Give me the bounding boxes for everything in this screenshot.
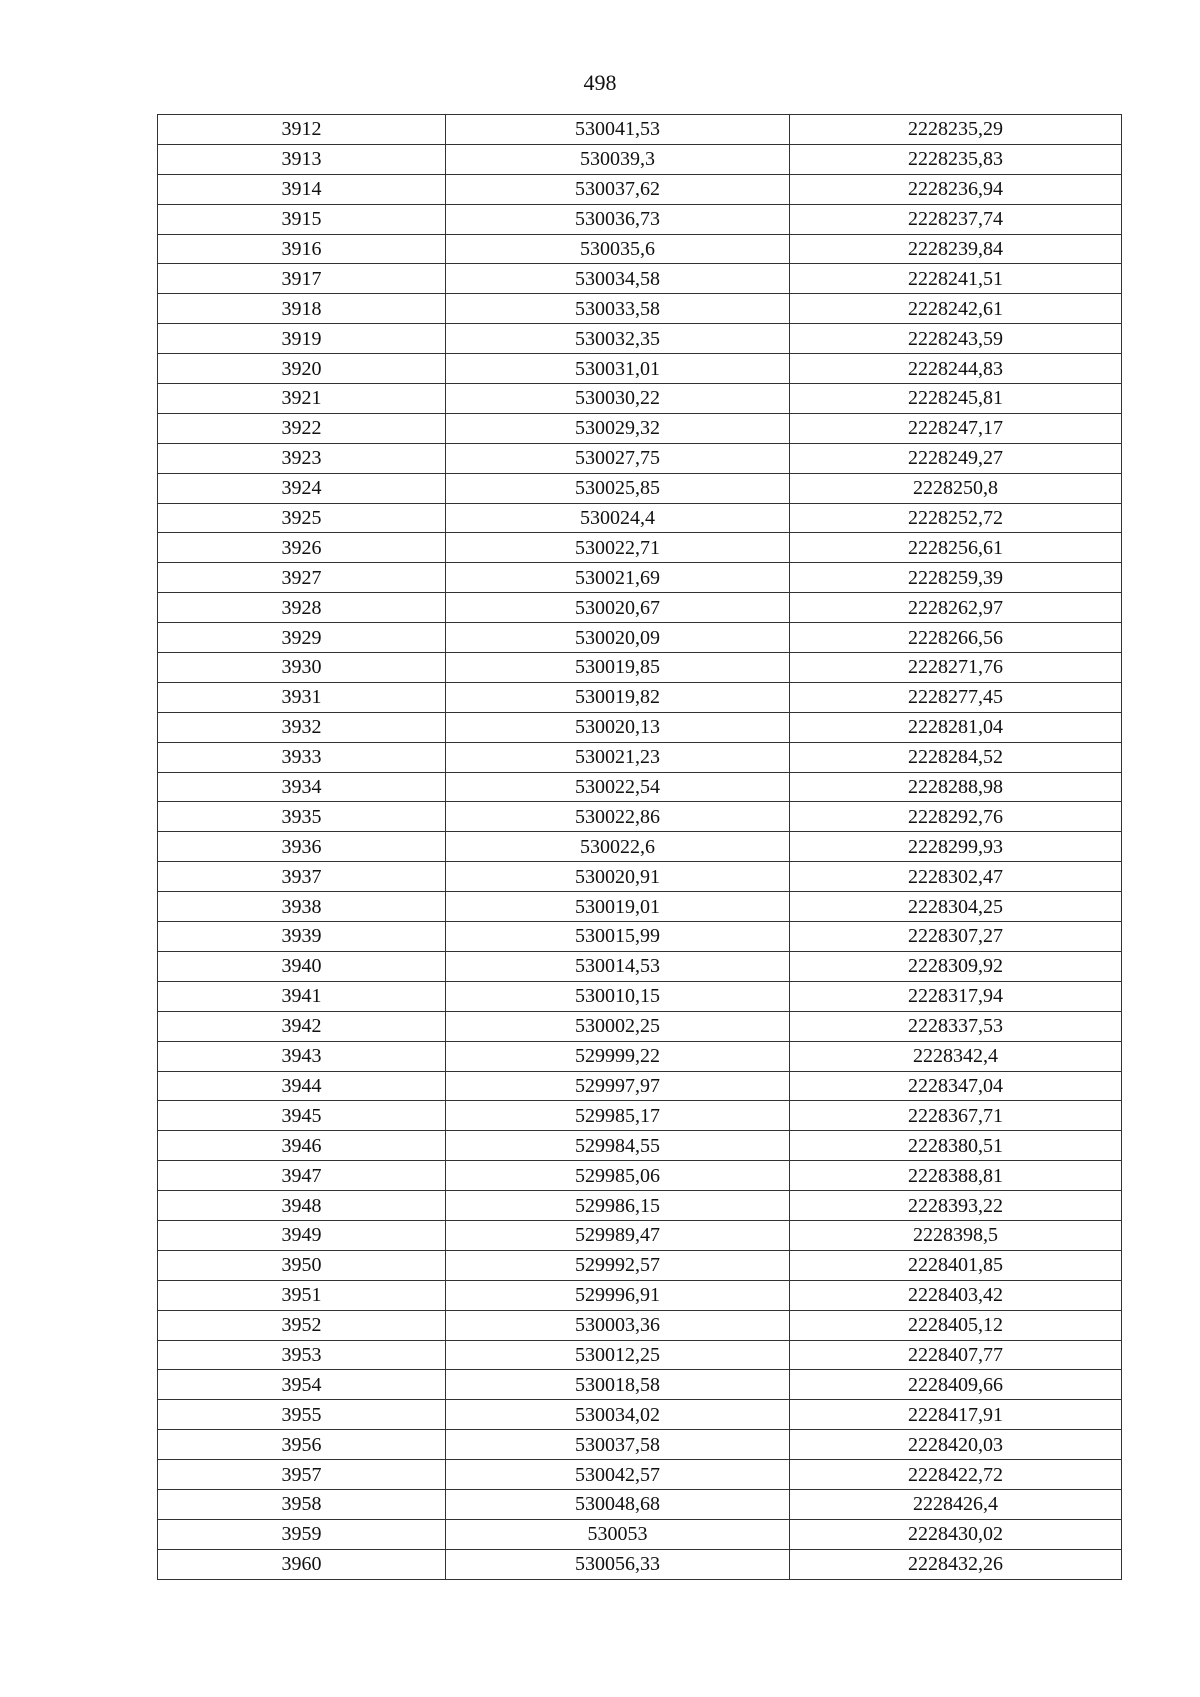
x-coordinate-cell: 530037,58 bbox=[446, 1430, 790, 1460]
x-coordinate-cell: 530020,09 bbox=[446, 623, 790, 653]
table-row bbox=[158, 115, 1122, 145]
table-row bbox=[158, 802, 1122, 832]
table-row bbox=[158, 264, 1122, 294]
point-number-cell: 3953 bbox=[158, 1340, 446, 1370]
point-number-cell: 3944 bbox=[158, 1071, 446, 1101]
x-coordinate-cell: 530020,91 bbox=[446, 862, 790, 892]
table-row bbox=[158, 413, 1122, 443]
point-number-cell: 3956 bbox=[158, 1430, 446, 1460]
x-coordinate-cell: 530030,22 bbox=[446, 384, 790, 414]
point-number-cell: 3942 bbox=[158, 1011, 446, 1041]
y-coordinate-cell: 2228401,85 bbox=[790, 1250, 1122, 1280]
x-coordinate-cell: 530033,58 bbox=[446, 294, 790, 324]
x-coordinate-cell: 530041,53 bbox=[446, 115, 790, 145]
x-coordinate-cell: 530053 bbox=[446, 1519, 790, 1549]
table-row bbox=[158, 772, 1122, 802]
x-coordinate-cell: 530022,6 bbox=[446, 832, 790, 862]
table-row bbox=[158, 204, 1122, 234]
table-row bbox=[158, 1489, 1122, 1519]
coordinates-table-body bbox=[158, 115, 1122, 1580]
table-row bbox=[158, 1250, 1122, 1280]
point-number-cell: 3918 bbox=[158, 294, 446, 324]
x-coordinate-cell: 530036,73 bbox=[446, 204, 790, 234]
table-row bbox=[158, 174, 1122, 204]
table-row bbox=[158, 593, 1122, 623]
table-row bbox=[158, 1220, 1122, 1250]
point-number-cell: 3954 bbox=[158, 1370, 446, 1400]
table-row bbox=[158, 1400, 1122, 1430]
y-coordinate-cell: 2228281,04 bbox=[790, 712, 1122, 742]
y-coordinate-cell: 2228317,94 bbox=[790, 981, 1122, 1011]
point-number-cell: 3950 bbox=[158, 1250, 446, 1280]
x-coordinate-cell: 530020,67 bbox=[446, 593, 790, 623]
point-number-cell: 3931 bbox=[158, 682, 446, 712]
x-coordinate-cell: 529985,06 bbox=[446, 1161, 790, 1191]
x-coordinate-cell: 529984,55 bbox=[446, 1131, 790, 1161]
table-row bbox=[158, 742, 1122, 772]
x-coordinate-cell: 529996,91 bbox=[446, 1280, 790, 1310]
point-number-cell: 3947 bbox=[158, 1161, 446, 1191]
table-row bbox=[158, 1430, 1122, 1460]
point-number-cell: 3913 bbox=[158, 144, 446, 174]
x-coordinate-cell: 529997,97 bbox=[446, 1071, 790, 1101]
x-coordinate-cell: 530035,6 bbox=[446, 234, 790, 264]
x-coordinate-cell: 530056,33 bbox=[446, 1549, 790, 1579]
y-coordinate-cell: 2228241,51 bbox=[790, 264, 1122, 294]
point-number-cell: 3958 bbox=[158, 1489, 446, 1519]
table-row bbox=[158, 682, 1122, 712]
point-number-cell: 3921 bbox=[158, 384, 446, 414]
point-number-cell: 3915 bbox=[158, 204, 446, 234]
point-number-cell: 3934 bbox=[158, 772, 446, 802]
x-coordinate-cell: 529992,57 bbox=[446, 1250, 790, 1280]
point-number-cell: 3917 bbox=[158, 264, 446, 294]
point-number-cell: 3939 bbox=[158, 922, 446, 952]
point-number-cell: 3948 bbox=[158, 1191, 446, 1221]
table-row bbox=[158, 324, 1122, 354]
y-coordinate-cell: 2228235,83 bbox=[790, 144, 1122, 174]
y-coordinate-cell: 2228250,8 bbox=[790, 473, 1122, 503]
table-row bbox=[158, 1340, 1122, 1370]
y-coordinate-cell: 2228271,76 bbox=[790, 653, 1122, 683]
y-coordinate-cell: 2228420,03 bbox=[790, 1430, 1122, 1460]
y-coordinate-cell: 2228277,45 bbox=[790, 682, 1122, 712]
table-row bbox=[158, 981, 1122, 1011]
point-number-cell: 3943 bbox=[158, 1041, 446, 1071]
table-row bbox=[158, 384, 1122, 414]
table-row bbox=[158, 892, 1122, 922]
y-coordinate-cell: 2228380,51 bbox=[790, 1131, 1122, 1161]
point-number-cell: 3960 bbox=[158, 1549, 446, 1579]
y-coordinate-cell: 2228407,77 bbox=[790, 1340, 1122, 1370]
x-coordinate-cell: 530022,86 bbox=[446, 802, 790, 832]
y-coordinate-cell: 2228299,93 bbox=[790, 832, 1122, 862]
y-coordinate-cell: 2228398,5 bbox=[790, 1220, 1122, 1250]
y-coordinate-cell: 2228388,81 bbox=[790, 1161, 1122, 1191]
point-number-cell: 3920 bbox=[158, 354, 446, 384]
x-coordinate-cell: 530003,36 bbox=[446, 1310, 790, 1340]
coordinates-table bbox=[157, 114, 1122, 1580]
point-number-cell: 3912 bbox=[158, 115, 446, 145]
y-coordinate-cell: 2228302,47 bbox=[790, 862, 1122, 892]
y-coordinate-cell: 2228262,97 bbox=[790, 593, 1122, 623]
x-coordinate-cell: 530027,75 bbox=[446, 443, 790, 473]
table-row bbox=[158, 533, 1122, 563]
table-row bbox=[158, 563, 1122, 593]
y-coordinate-cell: 2228266,56 bbox=[790, 623, 1122, 653]
table-row bbox=[158, 922, 1122, 952]
y-coordinate-cell: 2228417,91 bbox=[790, 1400, 1122, 1430]
table-row bbox=[158, 443, 1122, 473]
table-row bbox=[158, 1191, 1122, 1221]
point-number-cell: 3923 bbox=[158, 443, 446, 473]
table-row bbox=[158, 1370, 1122, 1400]
x-coordinate-cell: 529989,47 bbox=[446, 1220, 790, 1250]
point-number-cell: 3929 bbox=[158, 623, 446, 653]
point-number-cell: 3941 bbox=[158, 981, 446, 1011]
x-coordinate-cell: 530010,15 bbox=[446, 981, 790, 1011]
x-coordinate-cell: 529999,22 bbox=[446, 1041, 790, 1071]
y-coordinate-cell: 2228292,76 bbox=[790, 802, 1122, 832]
x-coordinate-cell: 529985,17 bbox=[446, 1101, 790, 1131]
x-coordinate-cell: 530029,32 bbox=[446, 413, 790, 443]
table-row bbox=[158, 1101, 1122, 1131]
y-coordinate-cell: 2228284,52 bbox=[790, 742, 1122, 772]
x-coordinate-cell: 530031,01 bbox=[446, 354, 790, 384]
table-row bbox=[158, 503, 1122, 533]
y-coordinate-cell: 2228347,04 bbox=[790, 1071, 1122, 1101]
y-coordinate-cell: 2228422,72 bbox=[790, 1460, 1122, 1490]
point-number-cell: 3930 bbox=[158, 653, 446, 683]
y-coordinate-cell: 2228247,17 bbox=[790, 413, 1122, 443]
x-coordinate-cell: 530024,4 bbox=[446, 503, 790, 533]
y-coordinate-cell: 2228367,71 bbox=[790, 1101, 1122, 1131]
x-coordinate-cell: 530034,02 bbox=[446, 1400, 790, 1430]
table-row bbox=[158, 1041, 1122, 1071]
x-coordinate-cell: 530019,01 bbox=[446, 892, 790, 922]
y-coordinate-cell: 2228252,72 bbox=[790, 503, 1122, 533]
y-coordinate-cell: 2228243,59 bbox=[790, 324, 1122, 354]
point-number-cell: 3959 bbox=[158, 1519, 446, 1549]
table-row bbox=[158, 473, 1122, 503]
x-coordinate-cell: 530042,57 bbox=[446, 1460, 790, 1490]
x-coordinate-cell: 530032,35 bbox=[446, 324, 790, 354]
x-coordinate-cell: 530002,25 bbox=[446, 1011, 790, 1041]
point-number-cell: 3937 bbox=[158, 862, 446, 892]
table-row bbox=[158, 1011, 1122, 1041]
table-row bbox=[158, 1519, 1122, 1549]
y-coordinate-cell: 2228304,25 bbox=[790, 892, 1122, 922]
point-number-cell: 3938 bbox=[158, 892, 446, 922]
table-row bbox=[158, 1161, 1122, 1191]
table-row bbox=[158, 1460, 1122, 1490]
point-number-cell: 3946 bbox=[158, 1131, 446, 1161]
point-number-cell: 3940 bbox=[158, 951, 446, 981]
y-coordinate-cell: 2228242,61 bbox=[790, 294, 1122, 324]
y-coordinate-cell: 2228244,83 bbox=[790, 354, 1122, 384]
point-number-cell: 3919 bbox=[158, 324, 446, 354]
y-coordinate-cell: 2228245,81 bbox=[790, 384, 1122, 414]
table-row bbox=[158, 862, 1122, 892]
point-number-cell: 3914 bbox=[158, 174, 446, 204]
table-row bbox=[158, 712, 1122, 742]
x-coordinate-cell: 530025,85 bbox=[446, 473, 790, 503]
table-row bbox=[158, 623, 1122, 653]
table-row bbox=[158, 294, 1122, 324]
table-row bbox=[158, 1071, 1122, 1101]
x-coordinate-cell: 530037,62 bbox=[446, 174, 790, 204]
x-coordinate-cell: 530019,85 bbox=[446, 653, 790, 683]
x-coordinate-cell: 530014,53 bbox=[446, 951, 790, 981]
x-coordinate-cell: 530018,58 bbox=[446, 1370, 790, 1400]
y-coordinate-cell: 2228236,94 bbox=[790, 174, 1122, 204]
point-number-cell: 3936 bbox=[158, 832, 446, 862]
point-number-cell: 3949 bbox=[158, 1220, 446, 1250]
x-coordinate-cell: 530034,58 bbox=[446, 264, 790, 294]
point-number-cell: 3945 bbox=[158, 1101, 446, 1131]
table-row bbox=[158, 1280, 1122, 1310]
y-coordinate-cell: 2228307,27 bbox=[790, 922, 1122, 952]
point-number-cell: 3952 bbox=[158, 1310, 446, 1340]
y-coordinate-cell: 2228259,39 bbox=[790, 563, 1122, 593]
x-coordinate-cell: 530015,99 bbox=[446, 922, 790, 952]
point-number-cell: 3933 bbox=[158, 742, 446, 772]
point-number-cell: 3925 bbox=[158, 503, 446, 533]
y-coordinate-cell: 2228403,42 bbox=[790, 1280, 1122, 1310]
x-coordinate-cell: 530021,23 bbox=[446, 742, 790, 772]
y-coordinate-cell: 2228256,61 bbox=[790, 533, 1122, 563]
y-coordinate-cell: 2228288,98 bbox=[790, 772, 1122, 802]
point-number-cell: 3951 bbox=[158, 1280, 446, 1310]
y-coordinate-cell: 2228405,12 bbox=[790, 1310, 1122, 1340]
point-number-cell: 3935 bbox=[158, 802, 446, 832]
y-coordinate-cell: 2228342,4 bbox=[790, 1041, 1122, 1071]
y-coordinate-cell: 2228237,74 bbox=[790, 204, 1122, 234]
table-row bbox=[158, 653, 1122, 683]
point-number-cell: 3955 bbox=[158, 1400, 446, 1430]
y-coordinate-cell: 2228432,26 bbox=[790, 1549, 1122, 1579]
point-number-cell: 3928 bbox=[158, 593, 446, 623]
x-coordinate-cell: 530022,54 bbox=[446, 772, 790, 802]
table-row bbox=[158, 832, 1122, 862]
x-coordinate-cell: 530019,82 bbox=[446, 682, 790, 712]
table-row bbox=[158, 1131, 1122, 1161]
x-coordinate-cell: 530022,71 bbox=[446, 533, 790, 563]
x-coordinate-cell: 530039,3 bbox=[446, 144, 790, 174]
y-coordinate-cell: 2228239,84 bbox=[790, 234, 1122, 264]
y-coordinate-cell: 2228337,53 bbox=[790, 1011, 1122, 1041]
point-number-cell: 3926 bbox=[158, 533, 446, 563]
table-row bbox=[158, 951, 1122, 981]
point-number-cell: 3922 bbox=[158, 413, 446, 443]
point-number-cell: 3932 bbox=[158, 712, 446, 742]
table-row bbox=[158, 354, 1122, 384]
table-row bbox=[158, 1310, 1122, 1340]
x-coordinate-cell: 530048,68 bbox=[446, 1489, 790, 1519]
x-coordinate-cell: 530020,13 bbox=[446, 712, 790, 742]
point-number-cell: 3927 bbox=[158, 563, 446, 593]
point-number-cell: 3924 bbox=[158, 473, 446, 503]
y-coordinate-cell: 2228393,22 bbox=[790, 1191, 1122, 1221]
y-coordinate-cell: 2228235,29 bbox=[790, 115, 1122, 145]
y-coordinate-cell: 2228309,92 bbox=[790, 951, 1122, 981]
x-coordinate-cell: 530012,25 bbox=[446, 1340, 790, 1370]
x-coordinate-cell: 530021,69 bbox=[446, 563, 790, 593]
point-number-cell: 3916 bbox=[158, 234, 446, 264]
y-coordinate-cell: 2228426,4 bbox=[790, 1489, 1122, 1519]
y-coordinate-cell: 2228409,66 bbox=[790, 1370, 1122, 1400]
table-row bbox=[158, 144, 1122, 174]
y-coordinate-cell: 2228249,27 bbox=[790, 443, 1122, 473]
y-coordinate-cell: 2228430,02 bbox=[790, 1519, 1122, 1549]
table-row bbox=[158, 1549, 1122, 1579]
point-number-cell: 3957 bbox=[158, 1460, 446, 1490]
page-number: 498 bbox=[583, 70, 617, 95]
table-row bbox=[158, 234, 1122, 264]
x-coordinate-cell: 529986,15 bbox=[446, 1191, 790, 1221]
